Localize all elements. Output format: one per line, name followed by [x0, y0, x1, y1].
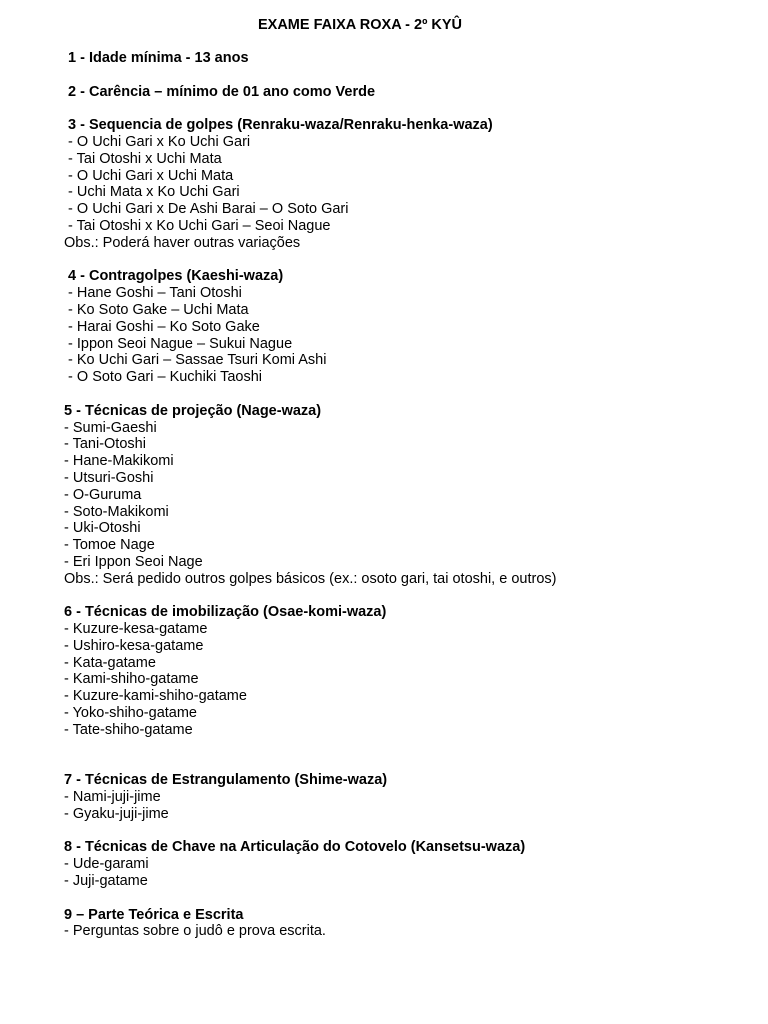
section-heading: 8 - Técnicas de Chave na Articulação do Cotovelo (Kansetsu-waza): [64, 839, 526, 856]
list-item: - O-Guruma: [64, 486, 142, 503]
list-item: - Tai Otoshi x Ko Uchi Gari – Seoi Nague: [64, 217, 331, 234]
list-item: - Hane-Makikomi: [64, 453, 174, 470]
list-item: - Soto-Makikomi: [64, 503, 169, 520]
section-heading: 5 - Técnicas de projeção (Nage-waza): [64, 402, 322, 419]
list-item: - Ko Uchi Gari – Sassae Tsuri Komi Ashi: [64, 352, 327, 369]
list-item: - Tate-shiho-gatame: [64, 721, 193, 738]
list-item: - O Soto Gari – Kuchiki Taoshi: [64, 369, 262, 386]
list-item: - Nami-juji-jime: [64, 789, 161, 806]
section-6: [64, 604, 744, 738]
list-item: - Tai Otoshi x Uchi Mata: [64, 150, 222, 167]
section-note: Obs.: Poderá haver outras variações: [64, 234, 301, 251]
list-item: - Kuzure-kami-shiho-gatame: [64, 688, 247, 705]
section-heading: 7 - Técnicas de Estrangulamento (Shime-waza): [64, 772, 388, 789]
list-item: - Uchi Mata x Ko Uchi Gari: [64, 184, 240, 201]
list-item: - Juji-gatame: [64, 873, 148, 890]
section-heading: 3 - Sequencia de golpes (Renraku-waza/Renraku-henka-waza): [64, 117, 493, 134]
section-heading: 4 - Contragolpes (Kaeshi-waza): [64, 268, 284, 285]
section-1: [64, 50, 744, 67]
list-item: - Hane Goshi – Tani Otoshi: [64, 285, 242, 302]
list-item: - Kuzure-kesa-gatame: [64, 621, 208, 638]
list-item: - Tani-Otoshi: [64, 436, 146, 453]
list-item: - Harai Goshi – Ko Soto Gake: [64, 318, 260, 335]
document-title: EXAME FAIXA ROXA - 2º KYÛ: [257, 17, 463, 33]
list-item: - Yoko-shiho-gatame: [64, 705, 197, 722]
list-item: - Utsuri-Goshi: [64, 469, 154, 486]
list-item: - Ko Soto Gake – Uchi Mata: [64, 301, 249, 318]
section-9: [64, 907, 744, 941]
list-item: - Sumi-Gaeshi: [64, 419, 157, 436]
list-item: - O Uchi Gari x Uchi Mata: [64, 167, 234, 184]
section-8: [64, 839, 744, 889]
list-item: - Kata-gatame: [64, 654, 156, 671]
section-3: [64, 117, 744, 251]
list-item: - Gyaku-juji-jime: [64, 805, 169, 822]
section-2: [64, 84, 744, 101]
document-body: [64, 50, 744, 940]
section-note: Obs.: Será pedido outros golpes básicos (ex.: osoto gari, tai otoshi, e outros): [64, 570, 557, 587]
section-7: [64, 772, 744, 822]
list-item: - Ippon Seoi Nague – Sukui Nague: [64, 335, 293, 352]
list-item: - Perguntas sobre o judô e prova escrita.: [64, 923, 326, 940]
section-5: [64, 403, 744, 588]
section-heading: 1 - Idade mínima - 13 anos: [64, 50, 249, 66]
list-item: - O Uchi Gari x Ko Uchi Gari: [64, 133, 251, 150]
section-heading: 9 – Parte Teórica e Escrita: [64, 906, 244, 923]
list-item: - Uki-Otoshi: [64, 520, 141, 537]
list-item: - Ushiro-kesa-gatame: [64, 637, 204, 654]
section-4: [64, 268, 744, 386]
list-item: - Ude-garami: [64, 856, 149, 873]
list-item: - O Uchi Gari x De Ashi Barai – O Soto Gari: [64, 201, 349, 218]
list-item: - Tomoe Nage: [64, 537, 155, 554]
list-item: - Eri Ippon Seoi Nage: [64, 553, 203, 570]
list-item: - Kami-shiho-gatame: [64, 671, 199, 688]
section-heading: 6 - Técnicas de imobilização (Osae-komi-waza): [64, 604, 387, 621]
section-heading: 2 - Carência – mínimo de 01 ano como Verde: [64, 83, 376, 100]
